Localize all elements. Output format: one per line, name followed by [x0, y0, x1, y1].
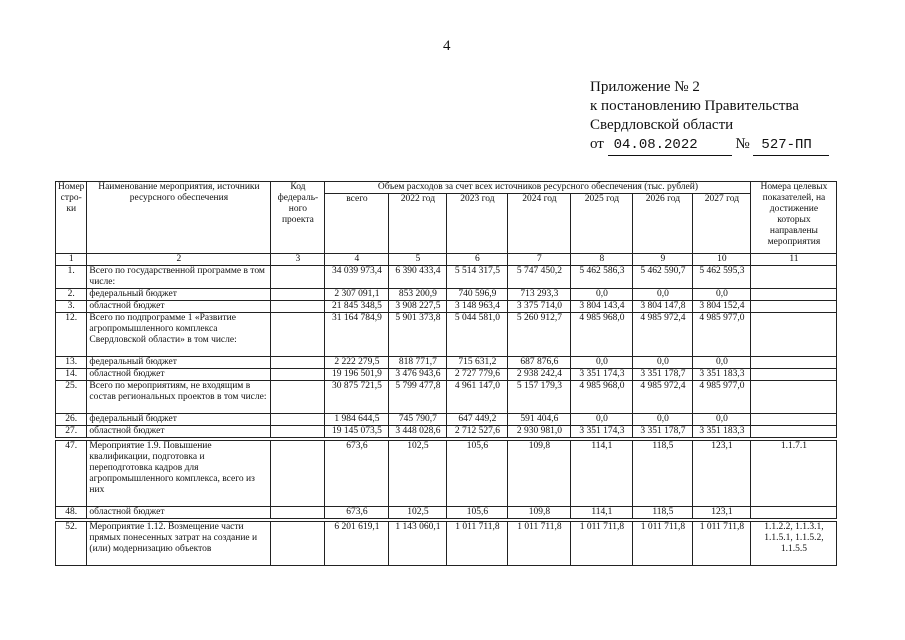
row-number: 13. [56, 357, 87, 369]
row-value: 818 771,7 [389, 357, 447, 369]
row-value: 4 985 972,4 [633, 313, 693, 357]
row-value: 853 200,9 [389, 289, 447, 301]
row-value: 3 351 174,3 [571, 426, 633, 438]
row-value: 19 196 501,9 [325, 369, 389, 381]
row-name: Всего по мероприятиям, не входящим в состав региональных проектов в том числе: [87, 381, 271, 414]
row-value: 647 449,2 [447, 414, 508, 426]
row-value: 4 985 968,0 [571, 381, 633, 414]
row-value: 102,5 [389, 441, 447, 507]
from-label: от [590, 136, 604, 152]
header-total: всего [325, 194, 389, 254]
row-value: 1 011 711,8 [508, 522, 571, 566]
row-value: 2 307 091,1 [325, 289, 389, 301]
row-value: 673,6 [325, 441, 389, 507]
row-value: 3 908 227,5 [389, 301, 447, 313]
row-value: 1 984 644,5 [325, 414, 389, 426]
row-value: 5 157 179,3 [508, 381, 571, 414]
row-value: 5 901 373,8 [389, 313, 447, 357]
row-value: 3 804 147,8 [633, 301, 693, 313]
row-name: областной бюджет [87, 369, 271, 381]
header-year-2026: 2026 год [633, 194, 693, 254]
row-name: Мероприятие 1.9. Повышение квалификации, подготовка и переподготовка кадров для агропромышленного комплекса, всего из них [87, 441, 271, 507]
row-value: 1 011 711,8 [633, 522, 693, 566]
row-name: Всего по государственной программе в том числе: [87, 266, 271, 289]
row-project-code [271, 381, 325, 414]
row-value: 0,0 [571, 414, 633, 426]
table-row [56, 381, 837, 414]
row-value: 5 514 317,5 [447, 266, 508, 289]
row-value: 715 631,2 [447, 357, 508, 369]
header-volume: Объем расходов за счет всех источников ресурсного обеспечения (тыс. рублей) [325, 182, 751, 194]
row-value: 4 985 972,4 [633, 381, 693, 414]
row-name: федеральный бюджет [87, 289, 271, 301]
row-value: 4 961 147,0 [447, 381, 508, 414]
row-targets: 1.1.7.1 [751, 441, 837, 507]
header-year-2027: 2027 год [693, 194, 751, 254]
row-value: 0,0 [633, 414, 693, 426]
row-value: 0,0 [571, 357, 633, 369]
header-targets: Номера целевых показателей, на достижение которых направлены мероприятия [751, 182, 837, 254]
row-project-code [271, 289, 325, 301]
col-number: 8 [571, 254, 633, 266]
row-value: 5 462 590,7 [633, 266, 693, 289]
row-name: областной бюджет [87, 507, 271, 519]
row-targets [751, 426, 837, 438]
row-value: 591 404,6 [508, 414, 571, 426]
row-value: 2 930 981,0 [508, 426, 571, 438]
row-value: 3 148 963,4 [447, 301, 508, 313]
row-value: 3 476 943,6 [389, 369, 447, 381]
row-value: 0,0 [571, 289, 633, 301]
row-value: 31 164 784,9 [325, 313, 389, 357]
row-value: 745 790,7 [389, 414, 447, 426]
col-number: 2 [87, 254, 271, 266]
row-value: 114,1 [571, 507, 633, 519]
row-value: 6 390 433,4 [389, 266, 447, 289]
number-label: № [735, 136, 750, 152]
col-number: 9 [633, 254, 693, 266]
page-number: 4 [443, 38, 451, 54]
row-project-code [271, 522, 325, 566]
row-number: 27. [56, 426, 87, 438]
row-value: 118,5 [633, 441, 693, 507]
col-number: 4 [325, 254, 389, 266]
appendix-resolution: к постановлению Правительства [590, 98, 799, 114]
table-row [56, 369, 837, 381]
header-year-2024: 2024 год [508, 194, 571, 254]
row-value: 1 143 060,1 [389, 522, 447, 566]
row-name: областной бюджет [87, 301, 271, 313]
row-value: 687 876,6 [508, 357, 571, 369]
row-value: 740 596,9 [447, 289, 508, 301]
row-project-code [271, 426, 325, 438]
row-value: 3 351 174,3 [571, 369, 633, 381]
row-targets [751, 289, 837, 301]
row-targets [751, 357, 837, 369]
row-project-code [271, 507, 325, 519]
table-row [56, 426, 837, 438]
row-value: 21 845 348,5 [325, 301, 389, 313]
row-value: 1 011 711,8 [571, 522, 633, 566]
row-value: 3 351 183,3 [693, 369, 751, 381]
row-value: 3 351 178,7 [633, 369, 693, 381]
row-targets [751, 381, 837, 414]
col-number: 3 [271, 254, 325, 266]
row-targets [751, 507, 837, 519]
row-value: 3 351 183,3 [693, 426, 751, 438]
row-value: 6 201 619,1 [325, 522, 389, 566]
table-row [56, 522, 837, 566]
table-row [56, 414, 837, 426]
row-value: 0,0 [633, 289, 693, 301]
row-value: 2 727 779,6 [447, 369, 508, 381]
row-value: 3 448 028,6 [389, 426, 447, 438]
row-value: 3 804 143,4 [571, 301, 633, 313]
row-value: 105,6 [447, 507, 508, 519]
row-number: 2. [56, 289, 87, 301]
row-targets: 1.1.2.2, 1.1.3.1, 1.1.5.1, 1.1.5.2, 1.1.5.5 [751, 522, 837, 566]
row-name: Мероприятие 1.12. Возмещение части прямых понесенных затрат на создание и (или) модернизацию объектов [87, 522, 271, 566]
row-value: 3 351 178,7 [633, 426, 693, 438]
row-value: 34 039 973,4 [325, 266, 389, 289]
col-number: 7 [508, 254, 571, 266]
row-project-code [271, 301, 325, 313]
table-row [56, 507, 837, 519]
col-number: 1 [56, 254, 87, 266]
appendix-title: Приложение № 2 [590, 79, 700, 95]
row-number: 48. [56, 507, 87, 519]
row-value: 4 985 968,0 [571, 313, 633, 357]
row-value: 19 145 073,5 [325, 426, 389, 438]
row-number: 47. [56, 441, 87, 507]
table-row [56, 441, 837, 507]
row-value: 105,6 [447, 441, 508, 507]
row-value: 4 985 977,0 [693, 381, 751, 414]
row-value: 109,8 [508, 507, 571, 519]
row-value: 0,0 [693, 414, 751, 426]
row-value: 2 712 527,6 [447, 426, 508, 438]
resource-table [55, 181, 837, 566]
header-num: Номер стро-ки [56, 182, 87, 254]
row-value: 109,8 [508, 441, 571, 507]
row-targets [751, 313, 837, 357]
row-project-code [271, 313, 325, 357]
row-value: 1 011 711,8 [693, 522, 751, 566]
row-value: 0,0 [693, 289, 751, 301]
row-value: 5 044 581,0 [447, 313, 508, 357]
row-value: 2 222 279,5 [325, 357, 389, 369]
col-number: 5 [389, 254, 447, 266]
row-name: Всего по подпрограмме 1 «Развитие агропромышленного комплекса Свердловской области» в том числе: [87, 313, 271, 357]
row-project-code [271, 414, 325, 426]
row-value: 673,6 [325, 507, 389, 519]
row-name: федеральный бюджет [87, 414, 271, 426]
col-number: 11 [751, 254, 837, 266]
col-number: 6 [447, 254, 508, 266]
column-numbers-row [56, 254, 837, 266]
header-year-2025: 2025 год [571, 194, 633, 254]
row-value: 0,0 [693, 357, 751, 369]
header-name: Наименование мероприятия, источники ресурсного обеспечения [87, 182, 271, 254]
row-value: 5 462 595,3 [693, 266, 751, 289]
row-value: 0,0 [633, 357, 693, 369]
header-year-2022: 2022 год [389, 194, 447, 254]
header-code: Код федераль-ного проекта [271, 182, 325, 254]
row-value: 5 260 912,7 [508, 313, 571, 357]
row-value: 30 875 721,5 [325, 381, 389, 414]
row-number: 26. [56, 414, 87, 426]
row-targets [751, 369, 837, 381]
row-targets [751, 266, 837, 289]
row-targets [751, 414, 837, 426]
resolution-date: 04.08.2022 [608, 136, 732, 156]
appendix-block [590, 78, 829, 156]
row-value: 5 747 450,2 [508, 266, 571, 289]
row-value: 4 985 977,0 [693, 313, 751, 357]
row-value: 2 938 242,4 [508, 369, 571, 381]
row-value: 3 375 714,0 [508, 301, 571, 313]
table-body [56, 266, 837, 566]
row-number: 14. [56, 369, 87, 381]
row-name: федеральный бюджет [87, 357, 271, 369]
row-project-code [271, 441, 325, 507]
table-row [56, 313, 837, 357]
row-value: 713 293,3 [508, 289, 571, 301]
row-project-code [271, 369, 325, 381]
resolution-number: 527-ПП [753, 136, 829, 156]
row-number: 12. [56, 313, 87, 357]
row-targets [751, 301, 837, 313]
row-value: 123,1 [693, 507, 751, 519]
row-value: 102,5 [389, 507, 447, 519]
row-number: 52. [56, 522, 87, 566]
appendix-region: Свердловской области [590, 117, 734, 133]
table-row [56, 266, 837, 289]
row-project-code [271, 357, 325, 369]
row-value: 1 011 711,8 [447, 522, 508, 566]
row-value: 118,5 [633, 507, 693, 519]
row-name: областной бюджет [87, 426, 271, 438]
row-value: 114,1 [571, 441, 633, 507]
row-value: 5 462 586,3 [571, 266, 633, 289]
row-value: 5 799 477,8 [389, 381, 447, 414]
table-row [56, 301, 837, 313]
header-year-2023: 2023 год [447, 194, 508, 254]
row-value: 3 804 152,4 [693, 301, 751, 313]
row-number: 25. [56, 381, 87, 414]
row-number: 1. [56, 266, 87, 289]
row-number: 3. [56, 301, 87, 313]
table-row [56, 357, 837, 369]
col-number: 10 [693, 254, 751, 266]
row-value: 123,1 [693, 441, 751, 507]
appendix-date-line [590, 135, 829, 156]
table-row [56, 289, 837, 301]
row-project-code [271, 266, 325, 289]
